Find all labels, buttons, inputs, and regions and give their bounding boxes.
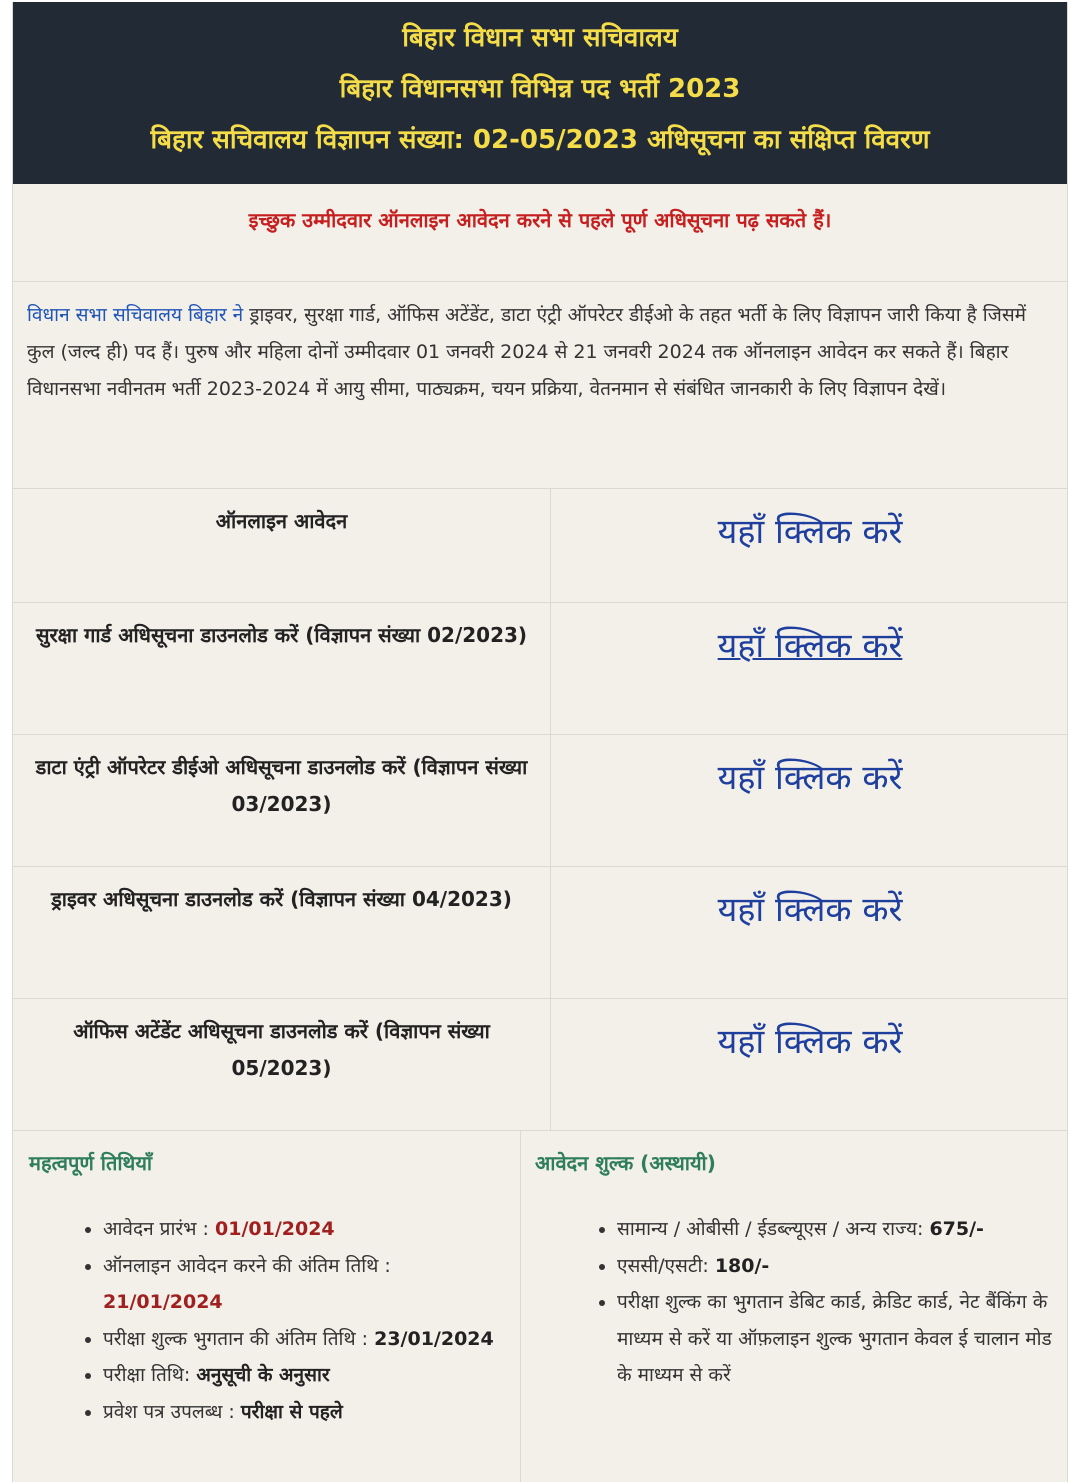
application-fee-panel (521, 1131, 1069, 1482)
row-label: सुरक्षा गार्ड अधिसूचना डाउनलोड करें (विज्ञापन संख्या 02/2023) (13, 603, 551, 734)
page-frame (12, 2, 1068, 1482)
application-fee-title: आवेदन शुल्क (अस्थायी) (535, 1151, 716, 1175)
important-dates-list (13, 1211, 520, 1430)
list-item (617, 1284, 1055, 1394)
table-row (13, 488, 1067, 620)
header-title: बिहार विधान सभा सचिवालय (402, 23, 678, 53)
date-value: परीक्षा से पहले (240, 1400, 343, 1423)
date-label: ऑनलाइन आवेदन करने की अंतिम तिथि : (103, 1254, 391, 1277)
date-value: 23/01/2024 (374, 1327, 494, 1350)
list-item (103, 1211, 506, 1248)
click-here-link[interactable]: यहाँ क्लिक करें (717, 512, 903, 552)
row-label: ऑनलाइन आवेदन (13, 489, 551, 620)
header-subtitle: बिहार विधानसभा विभिन्न पद भर्ती 2023 (339, 74, 741, 104)
info-section (13, 1130, 1067, 1482)
date-label: परीक्षा तिथि: (103, 1364, 197, 1386)
header-advert-number: बिहार सचिवालय विज्ञापन संख्या: 02-05/2023 अधिसूचना का संक्षिप्त विवरण (150, 125, 930, 155)
click-here-link[interactable]: यहाँ क्लिक करें (717, 890, 903, 930)
date-label: आवेदन प्रारंभ : (103, 1218, 215, 1240)
row-label: डाटा एंट्री ऑपरेटर डीईओ अधिसूचना डाउनलोड करें (विज्ञापन संख्या 03/2023) (13, 735, 551, 866)
fee-value: 675/- (929, 1218, 984, 1240)
row-label: ऑफिस अटेंडेंट अधिसूचना डाउनलोड करें (विज्ञापन संख्या 05/2023) (13, 999, 551, 1130)
important-dates-panel (13, 1131, 521, 1482)
row-label: ड्राइवर अधिसूचना डाउनलोड करें (विज्ञापन संख्या 04/2023) (13, 867, 551, 998)
click-here-link[interactable]: यहाँ क्लिक करें (717, 626, 903, 666)
fee-label: परीक्षा शुल्क का भुगतान डेबिट कार्ड, क्रेडिट कार्ड, नेट बैंकिंग के माध्यम से करें या ऑफ़लाइन शुल्क भुगतान केवल ई चालान मोड के माध्यम से करें (617, 1291, 1052, 1386)
date-value: 01/01/2024 (215, 1218, 335, 1240)
table-row (13, 866, 1067, 998)
date-value: अनुसूची के अनुसार (196, 1364, 330, 1386)
list-item (617, 1248, 1055, 1285)
application-fee-list (521, 1211, 1069, 1394)
list-item (103, 1357, 506, 1394)
click-here-link[interactable]: यहाँ क्लिक करें (717, 758, 903, 798)
click-here-link[interactable]: यहाँ क्लिक करें (717, 1022, 903, 1062)
table-row (13, 602, 1067, 734)
page-header (13, 2, 1067, 184)
list-item (103, 1321, 506, 1358)
intro-link[interactable]: विधान सभा सचिवालय बिहार ने (27, 304, 244, 326)
notice-text: इच्छुक उम्मीदवार ऑनलाइन आवेदन करने से पहले पूर्ण अधिसूचना पढ़ सकते हैं। (13, 184, 1067, 282)
table-row (13, 734, 1067, 866)
intro-paragraph (27, 297, 1057, 408)
intro-text: ड्राइवर, सुरक्षा गार्ड, ऑफिस अटेंडेंट, डाटा एंट्री ऑपरेटर डीईओ के तहत भर्ती के लिए विज्ञापन जारी किया है जिसमें कुल (जल्द ही) पद हैं। पुरुष और महिला दोनों उम्मीदवार 01 जनवरी 2024 से 21 जनवरी 2024 तक ऑनलाइन आवेदन कर सकते हैं। बिहार विधानसभा नवीनतम भर्ती 2023-2024 में आयु सीमा, पाठ्यक्रम, चयन प्रक्रिया, वेतनमान से संबंधित जानकारी के लिए विज्ञापन देखें। (27, 304, 1027, 400)
fee-label: एससी/एसटी: (617, 1254, 715, 1277)
important-dates-title: महत्वपूर्ण तिथियाँ (29, 1151, 153, 1175)
date-label: प्रवेश पत्र उपलब्ध : (103, 1400, 241, 1423)
table-row (13, 998, 1067, 1130)
fee-value: 180/- (714, 1254, 770, 1277)
date-label: परीक्षा शुल्क भुगतान की अंतिम तिथि : (103, 1327, 375, 1350)
list-item (103, 1248, 506, 1321)
fee-label: सामान्य / ओबीसी / ईडब्ल्यूएस / अन्य राज्य: (617, 1218, 930, 1240)
date-value: 21/01/2024 (103, 1291, 223, 1313)
list-item (617, 1211, 1055, 1248)
list-item (103, 1394, 506, 1431)
